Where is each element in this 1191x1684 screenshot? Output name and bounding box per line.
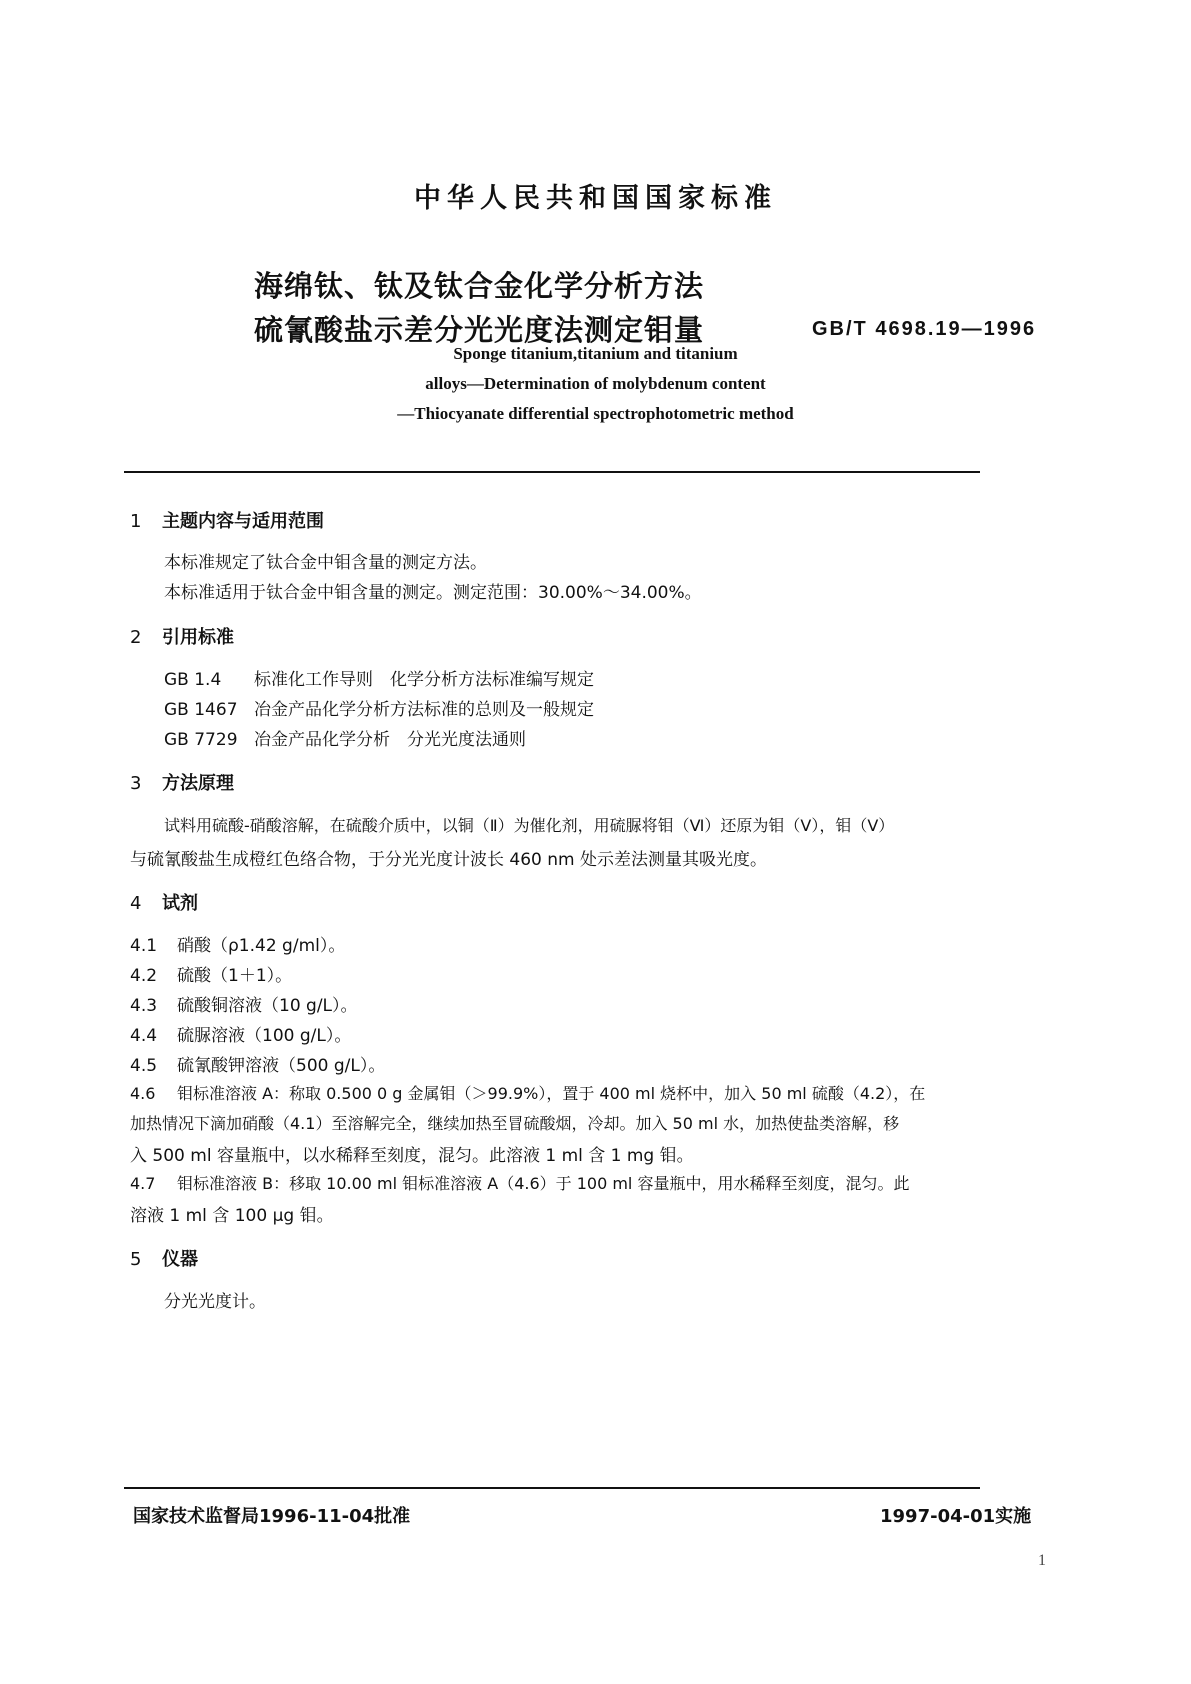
reference-code: GB 1467	[164, 700, 238, 720]
item-number: 4.4	[130, 1026, 158, 1046]
paragraph: 本标准适用于钛合金中钼含量的测定。测定范围：30.00%～34.00%。	[164, 583, 702, 603]
section-number: 5	[130, 1249, 142, 1270]
section-title: 方法原理	[162, 773, 234, 794]
paragraph: 本标准规定了钛合金中钼含量的测定方法。	[164, 553, 487, 573]
item-text: 硫酸（1＋1）。	[177, 966, 293, 986]
chinese-title-line-2: 硫氰酸盐示差分光光度法测定钼量	[254, 313, 705, 347]
item-text: 硫脲溶液（100 g/L）。	[177, 1026, 352, 1046]
english-title-line-3: —Thiocyanate differential spectrophotometric method	[397, 404, 794, 423]
item-text-continued: 溶液 1 ml 含 100 μg 钼。	[130, 1206, 334, 1226]
section-2-heading	[130, 623, 234, 649]
section-title: 仪器	[162, 1249, 198, 1270]
section-title: 试剂	[162, 893, 198, 914]
reference-text: 冶金产品化学分析 分光光度法通则	[254, 730, 526, 750]
item-number: 4.6	[130, 1084, 156, 1103]
section-title: 主题内容与适用范围	[162, 511, 324, 532]
paragraph-line: 与硫氰酸盐生成橙红色络合物，于分光光度计波长 460 nm 处示差法测量其吸光度。	[130, 850, 767, 870]
reference-code: GB 7729	[164, 730, 238, 750]
standard-number: GB/T 4698.19—1996	[812, 318, 1037, 340]
reagent-item	[130, 1051, 385, 1076]
section-number: 3	[130, 773, 142, 794]
english-title-line-2: alloys—Determination of molybdenum content	[425, 374, 766, 393]
section-4-heading	[130, 889, 198, 915]
paragraph: 分光光度计。	[164, 1292, 266, 1312]
section-1-heading	[130, 507, 324, 533]
reference-item	[164, 695, 594, 720]
reference-text: 冶金产品化学分析方法标准的总则及一般规定	[254, 700, 594, 720]
item-text-continued: 加热情况下滴加硝酸（4.1）至溶解完全，继续加热至冒硫酸烟，冷却。加入 50 ml 水，加热使盐类溶解，移	[130, 1114, 900, 1133]
section-5-heading	[130, 1245, 198, 1271]
reference-item	[164, 665, 594, 690]
item-text-continued: 入 500 ml 容量瓶中，以水稀释至刻度，混匀。此溶液 1 ml 含 1 mg 钼。	[130, 1146, 694, 1166]
section-3-heading	[130, 769, 234, 795]
reference-code: GB 1.4	[164, 670, 222, 690]
header-divider	[124, 471, 980, 473]
section-number: 1	[130, 511, 142, 532]
paragraph-line: 试料用硫酸-硝酸溶解，在硫酸介质中，以铜（Ⅱ）为催化剂，用硫脲将钼（Ⅵ）还原为钼（Ⅴ），钼（Ⅴ）	[164, 816, 895, 835]
section-number: 4	[130, 893, 142, 914]
section-title: 引用标准	[162, 627, 234, 648]
implementation-date: 1997-04-01实施	[880, 1506, 1032, 1527]
page-number: 1	[1038, 1552, 1046, 1569]
reagent-item	[130, 931, 345, 956]
item-text: 硝酸（ρ1.42 g/ml）。	[177, 936, 346, 956]
reagent-item	[130, 991, 358, 1016]
reagent-item	[130, 961, 292, 986]
item-text: 硫酸铜溶液（10 g/L）。	[177, 996, 358, 1016]
item-number: 4.2	[130, 966, 158, 986]
reagent-item	[130, 1081, 925, 1104]
item-text: 硫氰酸钾溶液（500 g/L）。	[177, 1056, 386, 1076]
item-number: 4.1	[130, 936, 158, 956]
national-standard-heading: 中华人民共和国国家标准	[414, 183, 777, 214]
approval-date: 国家技术监督局1996-11-04批准	[133, 1506, 411, 1527]
item-number: 4.5	[130, 1056, 158, 1076]
reagent-item	[130, 1021, 351, 1046]
item-text: 钼标准溶液 B：移取 10.00 ml 钼标准溶液 A（4.6）于 100 ml 容量瓶中，用水稀释至刻度，混匀。此	[177, 1174, 910, 1193]
section-number: 2	[130, 627, 142, 648]
reference-text: 标准化工作导则 化学分析方法标准编写规定	[254, 670, 594, 690]
english-title-line-1: Sponge titanium,titanium and titanium	[453, 344, 738, 363]
item-number: 4.7	[130, 1174, 156, 1193]
chinese-title-line-1: 海绵钛、钛及钛合金化学分析方法	[254, 269, 705, 303]
item-number: 4.3	[130, 996, 158, 1016]
item-text: 钼标准溶液 A：称取 0.500 0 g 金属钼（＞99.9%），置于 400 ml 烧杯中，加入 50 ml 硫酸（4.2），在	[177, 1084, 926, 1103]
reference-item	[164, 725, 526, 750]
reagent-item	[130, 1171, 909, 1194]
footer-divider	[124, 1487, 980, 1489]
